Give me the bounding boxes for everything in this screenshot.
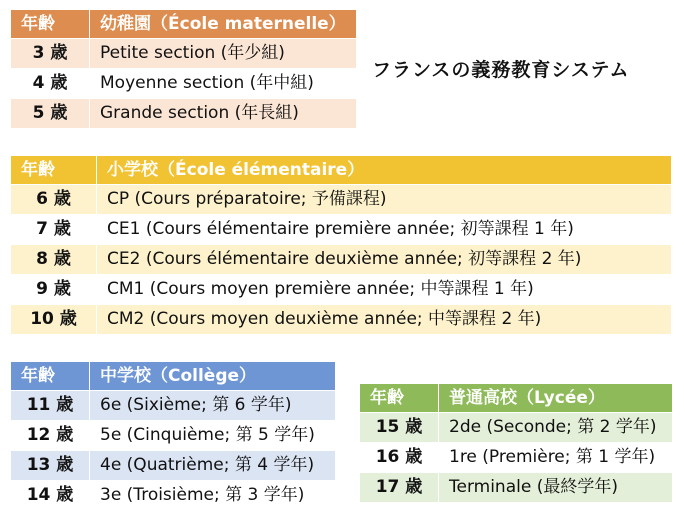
table-row xyxy=(11,185,672,215)
table-row xyxy=(11,421,336,451)
age-cell: 9 歳 xyxy=(11,275,97,305)
table-row xyxy=(11,39,357,69)
table-row xyxy=(360,473,673,503)
grade-cell: Grande section (年長組) xyxy=(90,99,357,129)
age-header: 年齢 xyxy=(360,384,439,413)
table-header-row xyxy=(11,156,672,185)
grade-cell: 5e (Cinquième; 第 5 学年) xyxy=(90,421,336,451)
age-header: 年齢 xyxy=(11,10,90,39)
grade-cell: Terminale (最終学年) xyxy=(439,473,673,503)
grade-cell: 4e (Quatrième; 第 4 学年) xyxy=(90,451,336,481)
grade-cell: CP (Cours préparatoire; 予備課程) xyxy=(97,185,672,215)
age-cell: 14 歳 xyxy=(11,481,90,511)
age-cell: 11 歳 xyxy=(11,391,90,421)
elementaire-table xyxy=(10,155,672,335)
table-row xyxy=(11,481,336,511)
grade-cell: CM1 (Cours moyen première année; 中等課程 1 年) xyxy=(97,275,672,305)
college-table xyxy=(10,361,336,511)
table-header-row xyxy=(360,384,673,413)
grade-cell: CE1 (Cours élémentaire première année; 初等課程 1 年) xyxy=(97,215,672,245)
grade-cell: CE2 (Cours élémentaire deuxième année; 初等課程 2 年) xyxy=(97,245,672,275)
table-header-row xyxy=(11,10,357,39)
age-cell: 16 歳 xyxy=(360,443,439,473)
grade-cell: 6e (Sixième; 第 6 学年) xyxy=(90,391,336,421)
school-header: 小学校（École élémentaire） xyxy=(97,156,672,185)
grade-cell: Petite section (年少組) xyxy=(90,39,357,69)
age-cell: 12 歳 xyxy=(11,421,90,451)
table-row xyxy=(360,413,673,443)
age-cell: 6 歳 xyxy=(11,185,97,215)
grade-cell: 1re (Première; 第 1 学年) xyxy=(439,443,673,473)
age-cell: 15 歳 xyxy=(360,413,439,443)
table-row xyxy=(11,99,357,129)
school-header: 普通高校（Lycée） xyxy=(439,384,673,413)
page-title: フランスの義務教育システム xyxy=(372,59,630,81)
lycee-table xyxy=(359,383,673,503)
grade-cell: 2de (Seconde; 第 2 学年) xyxy=(439,413,673,443)
age-cell: 13 歳 xyxy=(11,451,90,481)
age-header: 年齢 xyxy=(11,362,90,391)
age-header: 年齢 xyxy=(11,156,97,185)
table-row xyxy=(11,245,672,275)
age-cell: 7 歳 xyxy=(11,215,97,245)
table-row xyxy=(11,451,336,481)
age-cell: 10 歳 xyxy=(11,305,97,335)
table-row xyxy=(11,69,357,99)
table-row xyxy=(11,391,336,421)
table-row xyxy=(360,443,673,473)
grade-cell: 3e (Troisième; 第 3 学年) xyxy=(90,481,336,511)
grade-cell: CM2 (Cours moyen deuxième année; 中等課程 2 年) xyxy=(97,305,672,335)
grade-cell: Moyenne section (年中組) xyxy=(90,69,357,99)
age-cell: 3 歳 xyxy=(11,39,90,69)
maternelle-table xyxy=(10,9,357,129)
school-header: 幼稚園（École maternelle） xyxy=(90,10,357,39)
table-header-row xyxy=(11,362,336,391)
age-cell: 17 歳 xyxy=(360,473,439,503)
school-header: 中学校（Collège） xyxy=(90,362,336,391)
age-cell: 5 歳 xyxy=(11,99,90,129)
table-row xyxy=(11,275,672,305)
age-cell: 8 歳 xyxy=(11,245,97,275)
age-cell: 4 歳 xyxy=(11,69,90,99)
table-row xyxy=(11,305,672,335)
table-row xyxy=(11,215,672,245)
